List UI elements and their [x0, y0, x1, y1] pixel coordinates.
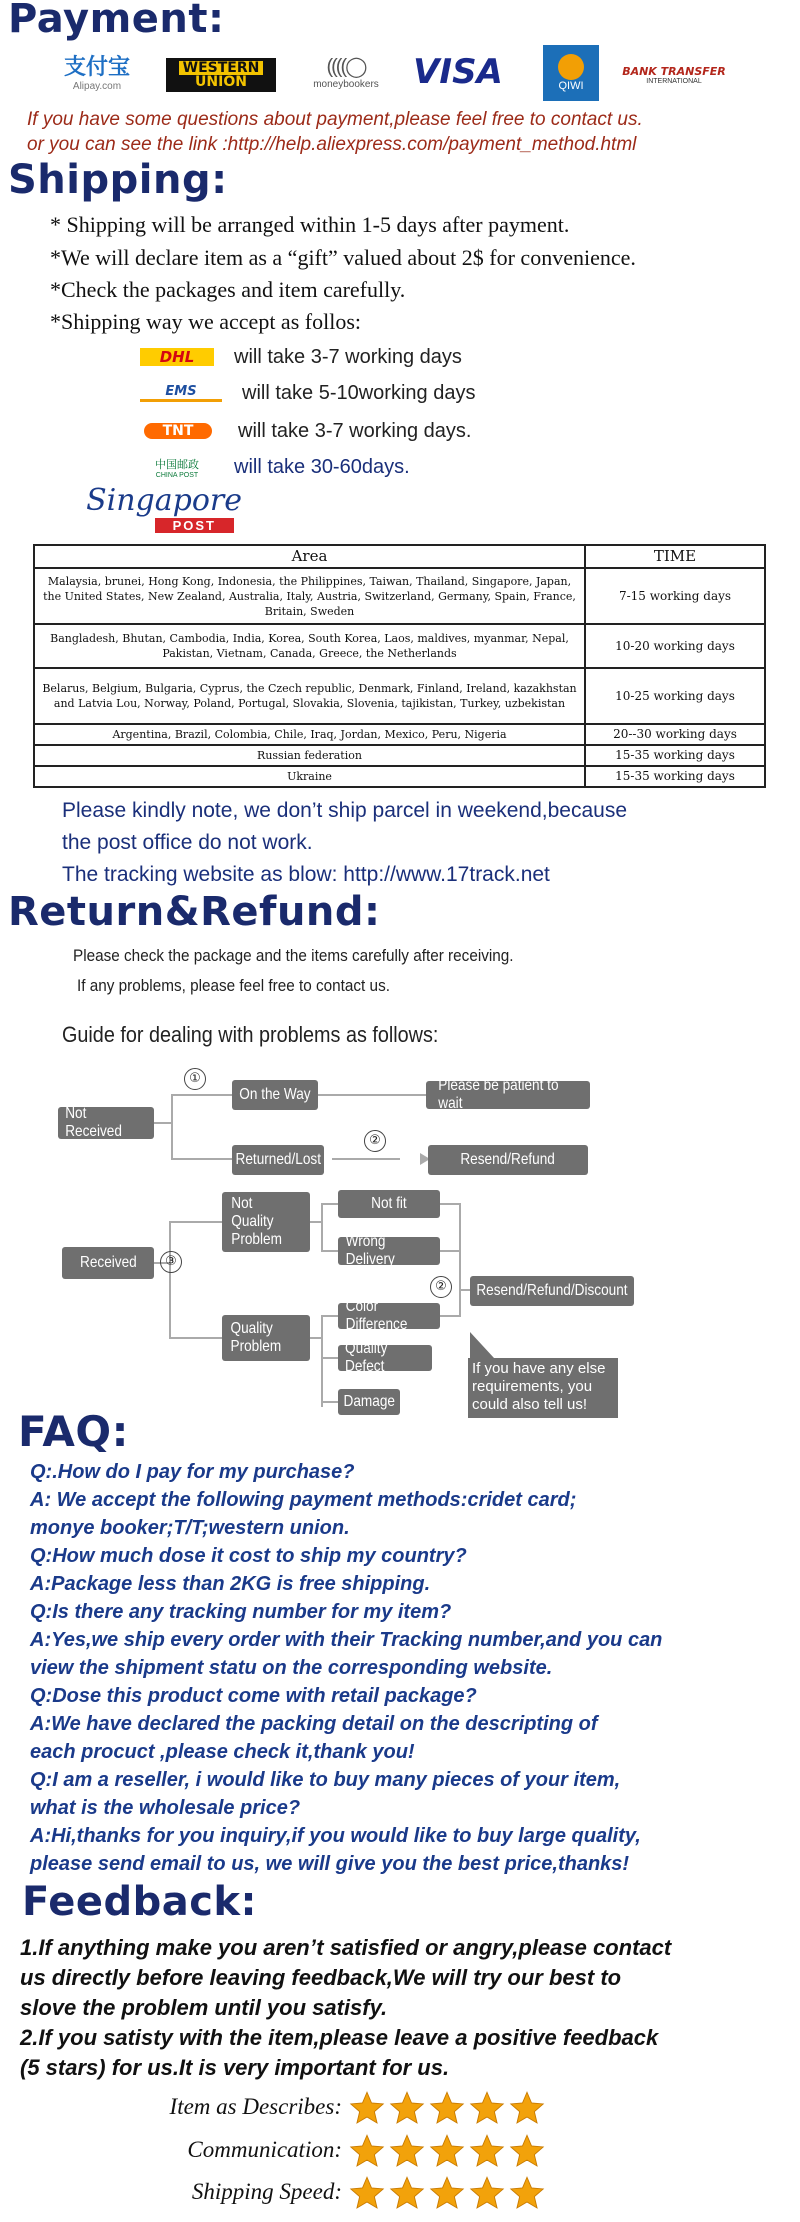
faq-line: please send email to us, we will give you the best price,thanks! — [30, 1853, 630, 1875]
flow-quality: Quality Problem — [222, 1315, 310, 1361]
table-cell-area: Malaysia, brunei, Hong Kong, Indonesia, the Philippines, Taiwan, Thailand, Singapore, Japan, the United States, New Zealand, Australia, Italy, Austria, Switzerland, Germany, Spain, France, Britain, Sweden — [34, 568, 585, 624]
faq-line: monye booker;T/T;western union. — [30, 1517, 350, 1539]
faq-line: view the shipment statu on the corresponding website. — [30, 1657, 553, 1679]
return-refund-heading: Return&Refund: — [8, 889, 381, 935]
table-cell-area: Russian federation — [34, 745, 585, 766]
star-icon — [428, 2090, 466, 2126]
singapore-post-text: Singapore — [86, 483, 242, 518]
carrier-tnt-text: will take 3-7 working days. — [238, 419, 472, 442]
faq-line: what is the wholesale price? — [30, 1797, 301, 1819]
flow-not-received: Not Received — [58, 1107, 154, 1139]
moneybookers-logo-text: moneybookers — [313, 79, 379, 90]
flow-on-the-way: On the Way — [232, 1080, 318, 1110]
bank-transfer-sub: INTERNATIONAL — [646, 78, 702, 85]
table-cell-time: 15-35 working days — [585, 766, 765, 787]
table-cell-time: 10-25 working days — [585, 668, 765, 724]
rating-label-communication: Communication: — [187, 2137, 342, 2162]
star-icon — [468, 2133, 506, 2169]
feedback-line: us directly before leaving feedback,We will try our best to — [20, 1965, 622, 1990]
faq-heading: FAQ: — [18, 1407, 129, 1456]
flow-wrong-delivery: Wrong Delivery — [338, 1237, 440, 1265]
moneybookers-icon: ((((◯ — [326, 56, 366, 78]
table-cell-area: Ukraine — [34, 766, 585, 787]
table-cell-area: Belarus, Belgium, Bulgaria, Cyprus, the Czech republic, Denmark, Finland, Ireland, kazakhstan and Latvia Lou, Norway, Poland, Portugal, Slovakia, Slovenia, tajikistan, Turkey, uzbekistan — [34, 668, 585, 724]
flow-color-difference: Color Difference — [338, 1303, 440, 1329]
shipping-line-1: * Shipping will be arranged within 1-5 days after payment. — [50, 212, 570, 237]
payment-note-2: or you can see the link :http://help.aliexpress.com/payment_method.html — [27, 134, 637, 155]
flow-bubble-text: If you have any else requirements, you could also tell us! — [472, 1360, 606, 1413]
rating-stars-item — [348, 2090, 546, 2126]
rating-label-item: Item as Describes: — [169, 2094, 342, 2119]
shipping-line-2: *We will declare item as a “gift” valued about 2$ for convenience. — [50, 245, 636, 270]
star-icon — [388, 2133, 426, 2169]
faq-line: A:We have declared the packing detail on the descripting of — [30, 1713, 598, 1735]
star-icon — [388, 2175, 426, 2211]
feedback-line: slove the problem until you satisfy. — [20, 1995, 388, 2020]
china-post-logo-sub: CHINA POST — [155, 471, 199, 479]
rating-label-shipping: Shipping Speed: — [191, 2179, 342, 2204]
table-cell-time: 15-35 working days — [585, 745, 765, 766]
flow-patient: Please be patient to wait — [426, 1081, 590, 1109]
alipay-logo-text: 支付宝 — [63, 55, 130, 80]
faq-line: A:Hi,thanks for you inquiry,if you would like to buy large quality, — [30, 1825, 641, 1847]
weekend-note-1: Please kindly note, we don’t ship parcel in weekend,because — [62, 799, 628, 822]
faq-line: Q:Is there any tracking number for my item? — [30, 1601, 452, 1623]
star-icon — [348, 2175, 386, 2211]
tnt-logo: TNT — [144, 423, 212, 439]
ems-logo: EMS — [140, 384, 222, 402]
dhl-logo: DHL — [140, 348, 214, 366]
faq-line: each procuct ,please check it,thank you! — [30, 1741, 415, 1763]
star-icon — [508, 2175, 546, 2211]
star-icon — [468, 2175, 506, 2211]
flow-not-quality: Not Quality Problem — [222, 1192, 310, 1252]
table-cell-time: 7-15 working days — [585, 568, 765, 624]
guide-heading: Guide for dealing with problems as follows: — [62, 1022, 439, 1047]
feedback-line: (5 stars) for us.It is very important for us. — [20, 2055, 450, 2080]
western-union-top: WESTERN — [179, 61, 264, 75]
flow-resend-refund-discount: Resend/Refund/Discount — [470, 1276, 634, 1306]
star-icon — [468, 2090, 506, 2126]
shipping-heading: Shipping: — [8, 157, 228, 203]
table-cell-area: Argentina, Brazil, Colombia, Chile, Iraq, Jordan, Mexico, Peru, Nigeria — [34, 724, 585, 745]
flow-returned-lost: Returned/Lost — [232, 1145, 324, 1175]
shipping-line-4: *Shipping way we accept as follos: — [50, 309, 361, 334]
bank-transfer-text: BANK TRANSFER — [622, 65, 726, 78]
flow-not-fit: Not fit — [338, 1190, 440, 1218]
star-icon — [508, 2133, 546, 2169]
faq-line: Q:I am a reseller, i would like to buy many pieces of your item, — [30, 1769, 621, 1791]
tracking-note: The tracking website as blow: http://www.17track.net — [62, 863, 550, 886]
feedback-line: 1.If anything make you aren’t satisfied or angry,please contact — [20, 1935, 672, 1960]
weekend-note-2: the post office do not work. — [62, 831, 313, 854]
star-icon — [508, 2090, 546, 2126]
table-cell-time: 10-20 working days — [585, 624, 765, 668]
return-line-1: Please check the package and the items carefully after receiving. — [73, 946, 514, 965]
table-cell-area: Bangladesh, Bhutan, Cambodia, India, Korea, South Korea, Laos, maldives, myanmar, Nepal, Pakistan, Vietnam, Canada, Greece, the Netherlands — [34, 624, 585, 668]
shipping-line-3: *Check the packages and item carefully. — [50, 277, 406, 302]
return-line-2: If any problems, please feel free to contact us. — [77, 976, 390, 995]
faq-line: Q:.How do I pay for my purchase? — [30, 1461, 355, 1483]
carrier-china-post-text: will take 30-60days. — [234, 455, 410, 478]
western-union-bottom: UNION — [195, 73, 247, 90]
payment-heading: Payment: — [8, 0, 225, 42]
star-icon — [348, 2090, 386, 2126]
flow-step-3: ③ — [160, 1251, 182, 1273]
faq-line: Q:How much dose it cost to ship my country? — [30, 1545, 467, 1567]
china-post-logo-text: 中国邮政 — [155, 457, 199, 471]
qiwi-logo-text: QIWI — [558, 80, 584, 92]
flow-received: Received — [62, 1247, 154, 1279]
flow-resend-refund: Resend/Refund — [428, 1145, 588, 1175]
star-icon — [348, 2133, 386, 2169]
star-icon — [428, 2133, 466, 2169]
flow-step-1: ① — [184, 1068, 206, 1090]
payment-note-1: If you have some questions about payment,please feel free to contact us. — [27, 109, 643, 130]
faq-line: A:Yes,we ship every order with their Tracking number,and you can — [30, 1629, 663, 1651]
table-header-time: TIME — [585, 545, 765, 568]
flow-step-2b: ② — [430, 1276, 452, 1298]
flow-step-2a: ② — [364, 1130, 386, 1152]
faq-line: Q:Dose this product come with retail package? — [30, 1685, 477, 1707]
singapore-post-sub: POST — [155, 518, 234, 533]
faq-line: A: We accept the following payment methods:cridet card; — [30, 1489, 577, 1511]
visa-logo-text: VISA — [413, 52, 503, 92]
table-cell-time: 20--30 working days — [585, 724, 765, 745]
table-header-area: Area — [34, 545, 585, 568]
flow-quality-defect: Quality Defect — [338, 1345, 432, 1371]
rating-stars-communication — [348, 2133, 546, 2169]
carrier-dhl-text: will take 3-7 working days — [234, 345, 462, 368]
feedback-line: 2.If you satisty with the item,please leave a positive feedback — [20, 2025, 659, 2050]
carrier-ems-text: will take 5-10working days — [242, 381, 476, 404]
star-icon — [388, 2090, 426, 2126]
star-icon — [428, 2175, 466, 2211]
flow-damage: Damage — [338, 1389, 400, 1415]
rating-stars-shipping — [348, 2175, 546, 2211]
faq-line: A:Package less than 2KG is free shipping. — [30, 1573, 431, 1595]
alipay-logo-sub: Alipay.com — [72, 81, 122, 92]
feedback-heading: Feedback: — [22, 1879, 258, 1925]
